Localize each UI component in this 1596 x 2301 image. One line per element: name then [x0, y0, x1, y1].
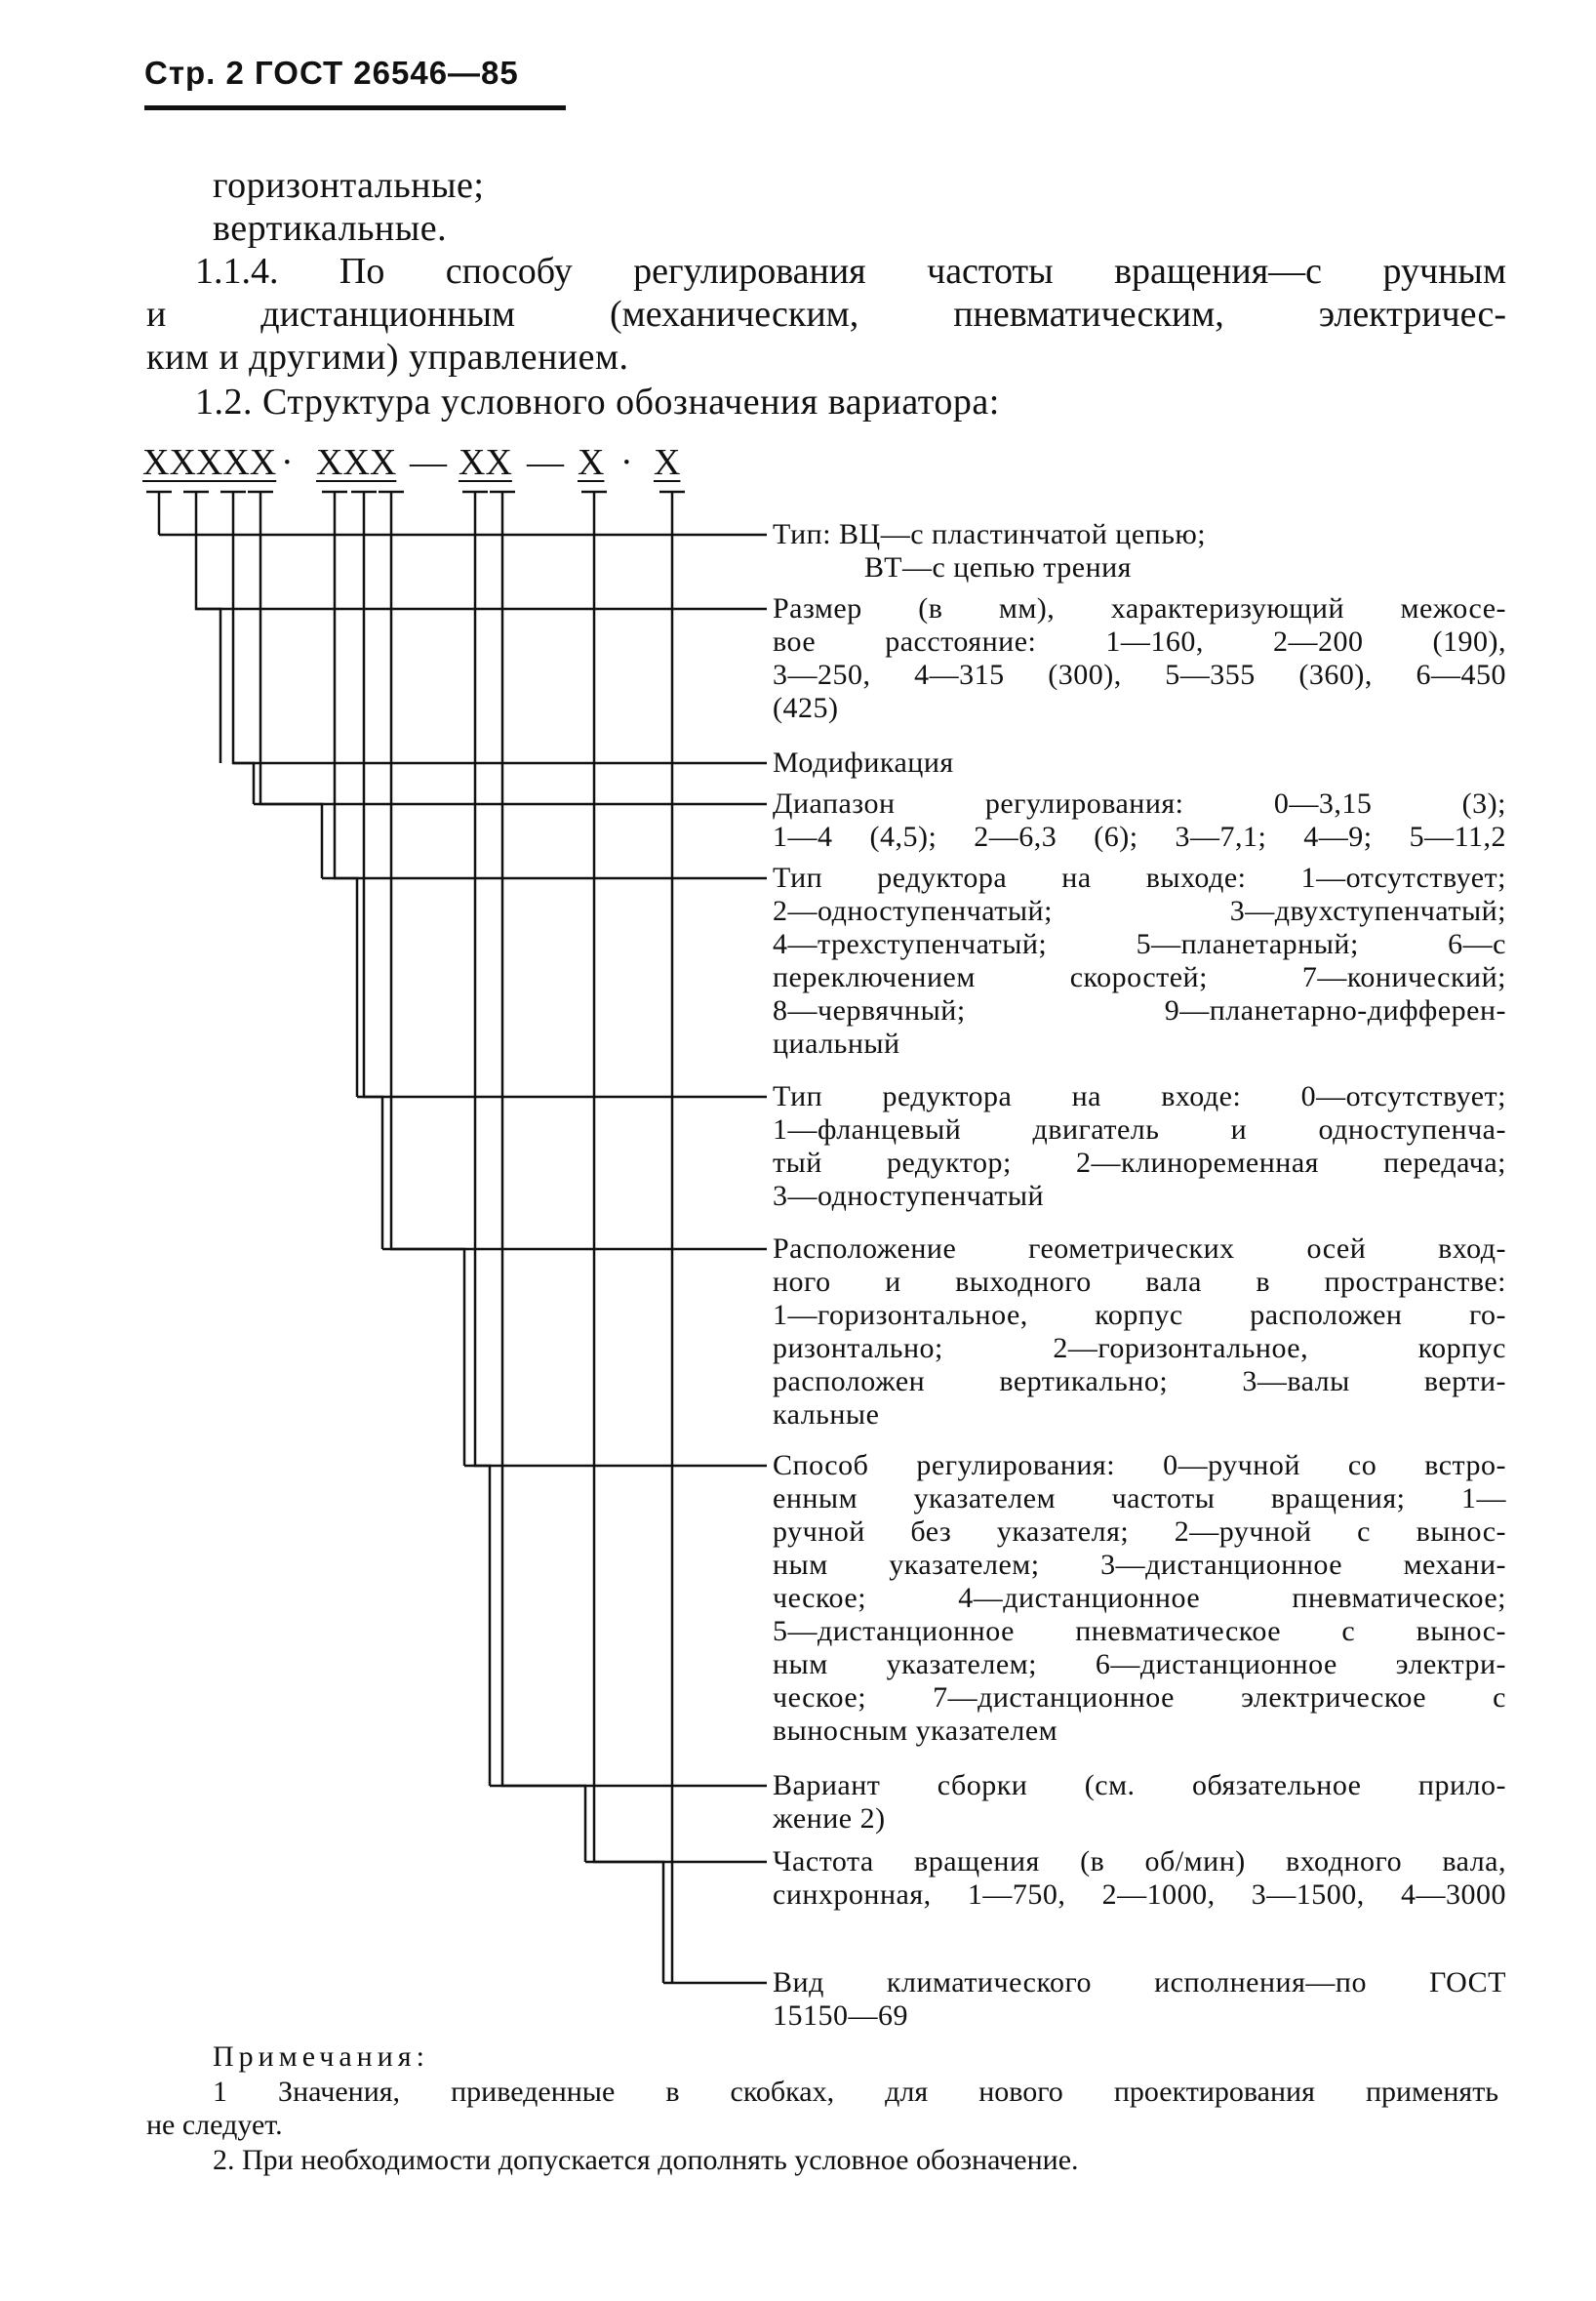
label-axes-line-3: 1—горизонтальное, корпус расположен го-	[773, 1299, 1506, 1331]
label-control-line-4: ным указателем; 3—дистанционное механи-	[773, 1549, 1506, 1581]
label-control-line-8: ческое; 7—дистанционное электрическое с	[773, 1681, 1506, 1714]
label-axes-line-1: Расположение геометрических осей вход-	[773, 1232, 1506, 1265]
clause-1-1-4-line-2: и дистанционным (механическим, пневматическим, электричес-	[146, 294, 1506, 335]
char-tick-1	[146, 492, 172, 515]
char-tick-4	[248, 492, 273, 515]
label-in-reducer-line-1: Тип редуктора на входе: 0—отсутствует;	[773, 1080, 1506, 1112]
code-group-range-reducers: XXX	[316, 442, 397, 483]
label-out-reducer-line-5: 8—червячный; 9—планетарно-дифферен-	[773, 994, 1506, 1027]
label-in-reducer-line-2: 1—фланцевый двигатель и одноступенча-	[773, 1113, 1506, 1146]
label-control-line-1: Способ регулирования: 0—ручной со встро-	[773, 1449, 1506, 1481]
label-frequency-line-1: Частота вращения (в об/мин) входного вала,	[773, 1845, 1506, 1877]
char-tick-3	[220, 492, 246, 515]
label-range-line-1: Диапазон регулирования: 0—3,15 (3);	[773, 787, 1506, 820]
label-type-line-1: Тип: ВЦ—с пластинчатой цепью;	[773, 518, 1207, 550]
char-tick-9	[490, 492, 515, 515]
label-size-line-3: 3—250, 4—315 (300), 5—355 (360), 6—450	[773, 659, 1506, 691]
char-tick-2	[183, 492, 209, 515]
label-control-line-9: выносным указателем	[773, 1715, 1058, 1747]
connector-in-reducer	[364, 515, 382, 1249]
connector-mod	[233, 515, 254, 804]
label-out-reducer-line-2: 2—одноступенчатый; 3—двухступенчатый;	[773, 895, 1506, 927]
clause-1-1-4-line-3: ким и другими) управлением.	[146, 337, 629, 378]
note-1-line-2: не следует.	[146, 2109, 283, 2141]
label-assembly-line-1: Вариант сборки (см. обязательное прило-	[773, 1769, 1506, 1801]
label-control-line-2: енным указателем частоты вращения; 1—	[773, 1482, 1506, 1514]
char-tick-10	[581, 492, 607, 515]
label-control-line-5: ческое; 4—дистанционное пневматическое;	[773, 1582, 1506, 1614]
code-dot-2: ·	[620, 442, 633, 483]
label-control-line-7: ным указателем; 6—дистанционное электри-	[773, 1648, 1506, 1680]
label-size-line-1: Размер (в мм), характеризующий межосе-	[773, 592, 1506, 625]
note-2: 2. При необходимости допускается дополнять условное обозначение.	[213, 2144, 1079, 2176]
label-out-reducer-line-1: Тип редуктора на выходе: 1—отсутствует;	[773, 862, 1506, 894]
clause-1-2-heading: 1.2. Структура условного обозначения вариатора:	[195, 382, 1000, 423]
label-modification: Модификация	[773, 747, 954, 779]
char-tick-8	[462, 492, 488, 515]
connector-size	[196, 515, 220, 763]
connector-out-reducer	[335, 515, 357, 1097]
note-1-line-1: 1 Значения, приведенные в скобках, для нового проектирования применять	[213, 2076, 1498, 2108]
label-out-reducer-line-3: 4—трехступенчатый; 5—планетарный; 6—с	[773, 928, 1506, 960]
label-climate-line-1: Вид климатического исполнения—по ГОСТ	[773, 1966, 1506, 1998]
connector-control	[475, 515, 490, 1786]
intro-line-vertical: вертикальные.	[213, 208, 448, 249]
label-control-line-6: 5—дистанционное пневматическое с вынос-	[773, 1615, 1506, 1647]
label-climate-line-2: 15150—69	[773, 1999, 908, 2032]
connector-range	[260, 515, 322, 878]
label-out-reducer-line-4: переключением скоростей; 7—конический;	[773, 961, 1506, 993]
char-tick-5	[322, 492, 347, 515]
code-group-frequency: X	[654, 442, 681, 483]
clause-1-1-4-line-1: 1.1.4. По способу регулирования частоты вращения—с ручным	[195, 251, 1506, 292]
code-dash-1: —	[410, 442, 447, 483]
label-in-reducer-line-3: тый редуктор; 2—клиноременная передача;	[773, 1147, 1506, 1179]
intro-line-horizontal: горизонтальные;	[213, 165, 485, 206]
connector-axes	[391, 515, 464, 1466]
code-group-type-size-mod: XXXXX	[142, 442, 277, 483]
label-size-line-4: (425)	[773, 692, 839, 724]
label-axes-line-6: кальные	[773, 1398, 880, 1431]
label-axes-line-4: ризонтально; 2—горизонтальное, корпус	[773, 1332, 1506, 1364]
code-dash-2: —	[527, 442, 564, 483]
char-tick-6	[351, 492, 377, 515]
label-axes-line-2: ного и выходного вала в пространстве:	[773, 1266, 1506, 1298]
code-group-assembly: X	[578, 442, 605, 483]
label-range-line-2: 1—4 (4,5); 2—6,3 (6); 3—7,1; 4—9; 5—11,2	[773, 821, 1506, 853]
label-size-line-2: вое расстояние: 1—160, 2—200 (190),	[773, 626, 1506, 658]
notes-title: Примечания:	[213, 2040, 429, 2073]
label-control-line-3: ручной без указателя; 2—ручной с вынос-	[773, 1515, 1506, 1548]
label-type-line-2: ВТ—с цепью трения	[864, 551, 1132, 584]
label-frequency-line-2: синхронная, 1—750, 2—1000, 3—1500, 4—3000	[773, 1878, 1506, 1911]
label-out-reducer-line-6: циальный	[773, 1028, 900, 1060]
code-dot-1: ·	[281, 442, 294, 483]
code-group-axes-control: XX	[459, 442, 512, 483]
connector-assembly	[502, 515, 585, 1862]
page-header: Стр. 2 ГОСТ 26546—85	[144, 55, 519, 91]
char-tick-11	[659, 492, 685, 515]
label-assembly-line-2: жение 2)	[773, 1802, 886, 1835]
label-axes-line-5: расположен вертикально; 3—валы верти-	[773, 1365, 1506, 1397]
char-tick-7	[379, 492, 404, 515]
label-in-reducer-line-4: 3—одноступенчатый	[773, 1180, 1045, 1212]
